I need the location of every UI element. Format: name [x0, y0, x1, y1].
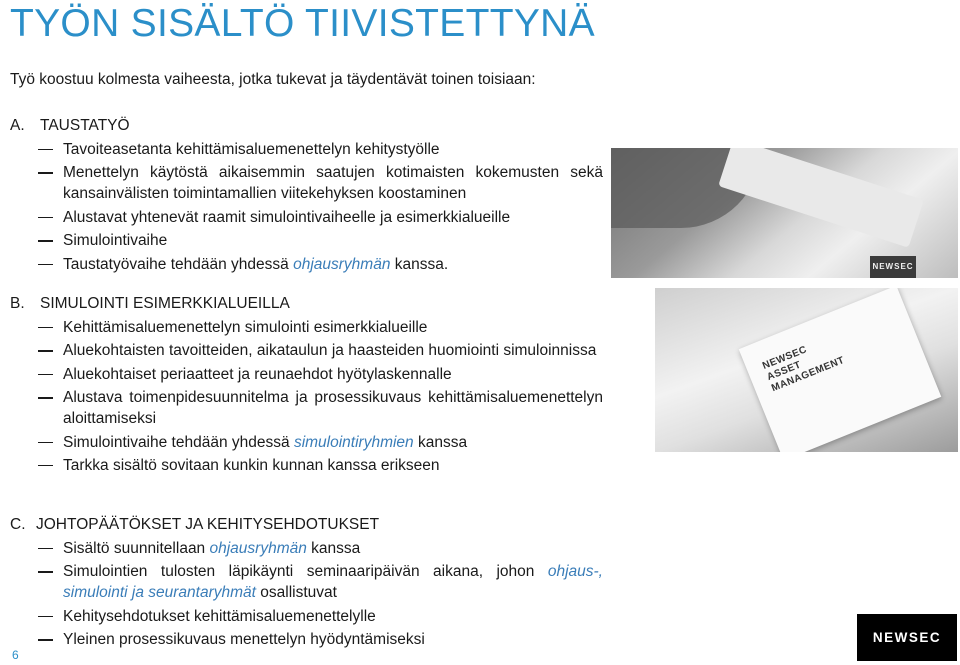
list-item: Kehittämisaluemenettelyn simulointi esimerkkialueille	[38, 317, 603, 338]
list-item: Alustava toimenpidesuunnitelma ja prosessikuvaus kehittämisaluemenettelyn aloittamiseksi	[38, 387, 603, 429]
photo-brochure-text: NEWSEC ASSET MANAGEMENT	[761, 344, 847, 395]
list-item: Tavoiteasetanta kehittämisaluemenettelyn kehitystyölle	[38, 139, 603, 160]
list-item: Aluekohtaiset periaatteet ja reunaehdot hyötylaskennalle	[38, 364, 603, 385]
office-photo	[611, 148, 958, 278]
section-c-list	[38, 538, 603, 653]
list-item: Aluekohtaisten tavoitteiden, aikataulun ja haasteiden huomiointi simuloinnissa	[38, 340, 603, 361]
dash-bullet	[38, 172, 53, 173]
section-c-title: JOHTOPÄÄTÖKSET JA KEHITYSEHDOTUKSET	[36, 516, 380, 533]
dash-bullet	[38, 465, 53, 466]
photo-logo-card: NEWSEC	[870, 256, 916, 278]
link-ohjausryhma-c[interactable]: ohjausryhmän	[209, 540, 307, 557]
section-c-letter: C.	[10, 516, 26, 533]
link-ohjausryhma[interactable]: ohjausryhmän	[293, 255, 391, 273]
list-item: Sisältö suunnitellaan ohjausryhmän kanssa	[38, 538, 603, 559]
photo-brochure	[739, 288, 942, 452]
dash-bullet	[38, 217, 53, 218]
dash-bullet	[38, 639, 53, 640]
section-a-list	[38, 139, 603, 277]
link-ryhmat[interactable]: ohjaus-, simulointi ja seurantaryhmät	[63, 563, 603, 602]
link-simulointiryhmat[interactable]: simulointiryhmien	[293, 433, 414, 451]
section-b-heading	[10, 295, 290, 313]
section-a-title: TAUSTATYÖ	[40, 117, 130, 134]
list-item: Taustatyövaihe tehdään yhdessä ohjausryhmän kanssa.	[38, 254, 603, 275]
dash-bullet	[38, 327, 53, 328]
section-b-title: SIMULOINTI ESIMERKKIALUEILLA	[40, 295, 290, 312]
page-title: TYÖN SISÄLTÖ TIIVISTETTYNÄ	[10, 2, 595, 45]
list-item: Alustavat yhtenevät raamit simulointivaiheelle ja esimerkkialueille	[38, 207, 603, 228]
dash-bullet	[38, 350, 53, 351]
list-item: Yleinen prosessikuvaus menettelyn hyödyntämiseksi	[38, 629, 603, 650]
section-a-heading	[10, 117, 130, 135]
list-item: Simulointien tulosten läpikäynti seminaaripäivän aikana, johon ohjaus-, simulointi ja seurantaryhmät osallistuvat	[38, 561, 603, 603]
dash-bullet	[38, 571, 53, 572]
dash-bullet	[38, 374, 53, 375]
section-c-heading	[10, 516, 379, 534]
dash-bullet	[38, 240, 53, 241]
dash-bullet	[38, 397, 53, 398]
dash-bullet	[38, 616, 53, 617]
page-number: 6	[12, 648, 19, 662]
dash-bullet	[38, 149, 53, 150]
dash-bullet	[38, 442, 53, 443]
brochure-photo	[655, 288, 958, 452]
section-a-letter: A.	[10, 117, 25, 134]
list-item: Simulointivaihe	[38, 230, 603, 251]
list-item: Kehitysehdotukset kehittämisaluemenettelylle	[38, 606, 603, 627]
photo-keyboard-shape	[718, 148, 924, 248]
section-b-letter: B.	[10, 295, 25, 312]
intro-text: Työ koostuu kolmesta vaiheesta, jotka tukevat ja täydentävät toinen toisiaan:	[10, 71, 536, 88]
list-item: Menettelyn käytöstä aikaisemmin saatujen kotimaisten kokemusten sekä kansainvälisten toimintamallien viitekehyksen koostaminen	[38, 162, 603, 204]
list-item: Simulointivaihe tehdään yhdessä simulointiryhmien kanssa	[38, 432, 603, 453]
newsec-logo: NEWSEC	[857, 614, 957, 661]
dash-bullet	[38, 264, 53, 265]
section-b-list	[38, 317, 603, 478]
list-item: Tarkka sisältö sovitaan kunkin kunnan kanssa erikseen	[38, 455, 603, 476]
dash-bullet	[38, 548, 53, 549]
